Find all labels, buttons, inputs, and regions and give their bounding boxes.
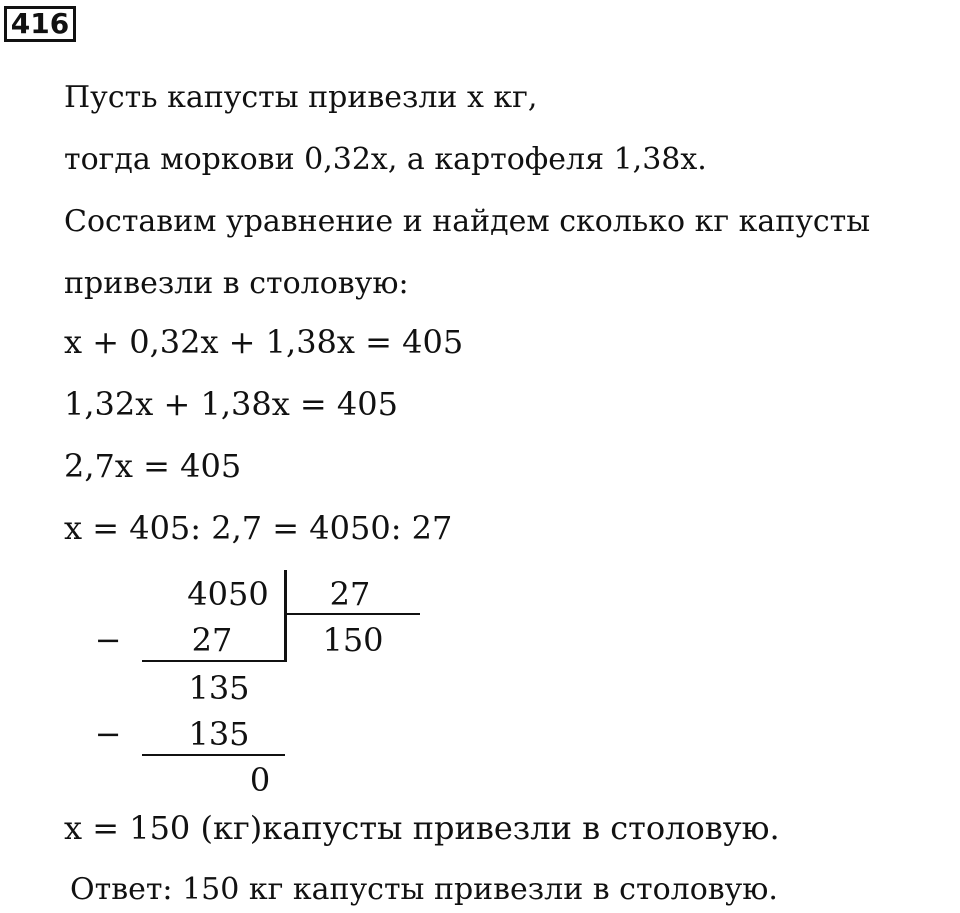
intro-line-4: привезли в столовую:	[64, 266, 409, 301]
division-divisor-rule	[286, 613, 420, 615]
division-rule-1	[142, 660, 285, 662]
division-rule-2	[142, 754, 285, 756]
division-subtrahend-1: 27	[191, 621, 233, 659]
division-subtrahend-2: 135	[188, 715, 250, 753]
equation-1: x + 0,32x + 1,38x = 405	[64, 323, 464, 361]
equation-3: 2,7x = 405	[64, 447, 242, 485]
intro-line-2: тогда моркови 0,32x, а картофеля 1,38x.	[64, 142, 707, 177]
division-dividend: 4050	[187, 575, 269, 613]
division-vertical-rule	[284, 570, 287, 662]
division-quotient: 150	[322, 621, 384, 659]
division-minus-1: −	[94, 621, 122, 659]
division-remainder-1: 135	[188, 669, 250, 707]
problem-number: 416	[4, 6, 76, 42]
division-minus-2: −	[94, 715, 122, 753]
answer-line: Ответ: 150 кг капусты привезли в столовую.	[70, 872, 778, 907]
equation-4: x = 405: 2,7 = 4050: 27	[64, 509, 453, 547]
intro-line-3: Составим уравнение и найдем сколько кг капусты	[64, 204, 871, 239]
result-line: x = 150 (кг)капусты привезли в столовую.	[64, 809, 780, 847]
intro-line-1: Пусть капусты привезли x кг,	[64, 80, 538, 115]
division-divisor: 27	[329, 575, 371, 613]
division-final-remainder: 0	[249, 761, 271, 799]
equation-2: 1,32x + 1,38x = 405	[64, 385, 398, 423]
